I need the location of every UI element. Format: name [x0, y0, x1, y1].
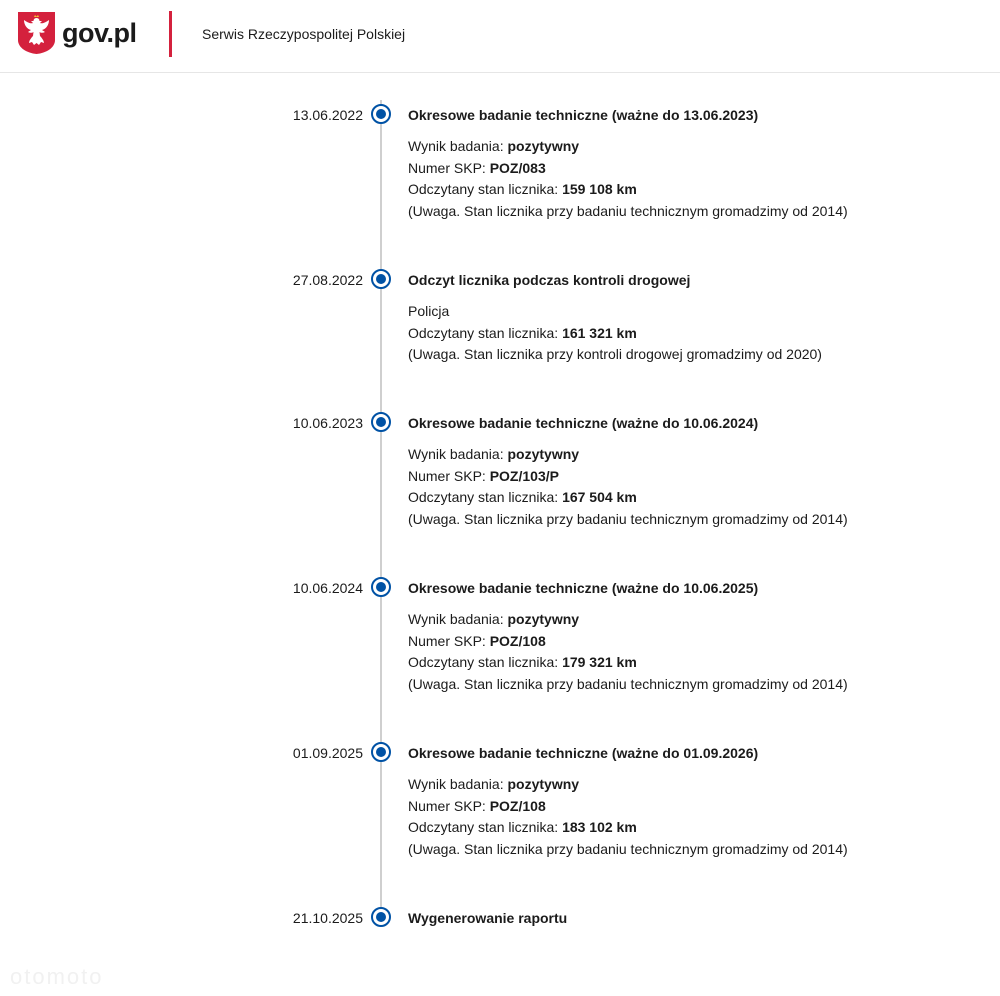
meter-label: Odczytany stan licznika:: [408, 324, 563, 341]
skp-value: POZ/083: [489, 159, 546, 176]
event-title: Okresowe badanie techniczne (ważne do 01.09.2026): [408, 745, 759, 761]
event-date: 10.06.2024: [292, 580, 363, 596]
event-date: 27.08.2022: [292, 272, 363, 288]
event-details: [408, 774, 848, 860]
meter-label: Odczytany stan licznika:: [408, 489, 563, 505]
meter-value: 159 108 km: [562, 181, 637, 197]
event-title: Okresowe badanie techniczne (ważne do 10.06.2025): [408, 580, 759, 596]
event-title: Wygenerowanie raportu: [408, 910, 568, 926]
skp-label: Numer SKP:: [408, 159, 490, 176]
event-note: (Uwaga. Stan licznika przy kontroli drogowej gromadzimy od 2020): [408, 346, 822, 362]
brand-name: gov.pl: [62, 17, 137, 48]
timeline-dot-icon: [371, 269, 391, 289]
meter-row: [408, 487, 848, 509]
skp-value: POZ/108: [489, 632, 546, 649]
result-value: pozytywny: [507, 138, 580, 154]
service-name: Serwis Rzeczypospolitej Polskiej: [202, 26, 406, 42]
result-label: Wynik badania:: [408, 611, 508, 627]
meter-row: [408, 652, 848, 674]
timeline-dot-icon: [371, 412, 391, 432]
event-source: Policja: [408, 303, 450, 319]
event-title: Odczyt licznika podczas kontroli drogowej: [408, 272, 691, 288]
event-date: 10.06.2023: [292, 415, 363, 431]
site-header: [0, 0, 1000, 73]
meter-label: Odczytany stan licznika:: [408, 181, 563, 197]
skp-label: Numer SKP:: [408, 797, 490, 814]
event-date: 13.06.2022: [292, 107, 363, 123]
skp-row: [408, 631, 848, 653]
result-row: [408, 136, 848, 158]
result-label: Wynik badania:: [408, 138, 508, 154]
event-note: (Uwaga. Stan licznika przy badaniu technicznym gromadzimy od 2014): [408, 840, 848, 857]
skp-value: POZ/103/P: [489, 467, 559, 484]
result-row: [408, 444, 848, 466]
result-row: [408, 774, 848, 796]
skp-value: POZ/108: [489, 797, 546, 814]
header-divider: [169, 11, 172, 57]
skp-row: [408, 158, 848, 180]
result-value: pozytywny: [507, 446, 580, 462]
meter-value: 161 321 km: [562, 324, 637, 341]
timeline-line: [380, 100, 382, 920]
meter-row: [408, 323, 822, 345]
event-note: (Uwaga. Stan licznika przy badaniu technicznym gromadzimy od 2014): [408, 675, 848, 692]
skp-row: [408, 466, 848, 488]
event-details: [408, 444, 848, 530]
event-date: 01.09.2025: [292, 745, 363, 761]
result-value: pozytywny: [507, 776, 580, 792]
meter-value: 183 102 km: [562, 819, 637, 835]
event-title: Okresowe badanie techniczne (ważne do 13.06.2023): [408, 107, 759, 123]
event-details: [408, 301, 822, 366]
meter-row: [408, 817, 848, 839]
timeline-dot-icon: [371, 104, 391, 124]
skp-row: [408, 796, 848, 818]
event-note: (Uwaga. Stan licznika przy badaniu technicznym gromadzimy od 2014): [408, 510, 848, 527]
result-value: pozytywny: [507, 611, 580, 627]
meter-label: Odczytany stan licznika:: [408, 654, 563, 670]
skp-label: Numer SKP:: [408, 632, 490, 649]
skp-label: Numer SKP:: [408, 467, 490, 484]
result-row: [408, 609, 848, 631]
meter-value: 179 321 km: [562, 654, 637, 670]
event-note: (Uwaga. Stan licznika przy badaniu technicznym gromadzimy od 2014): [408, 202, 848, 219]
event-title: Okresowe badanie techniczne (ważne do 10.06.2024): [408, 415, 759, 431]
event-date: 21.10.2025: [292, 910, 363, 926]
timeline-dot-icon: [371, 742, 391, 762]
timeline-dot-icon: [371, 907, 391, 927]
result-label: Wynik badania:: [408, 776, 508, 792]
timeline-dot-icon: [371, 577, 391, 597]
meter-value: 167 504 km: [562, 489, 637, 505]
result-label: Wynik badania:: [408, 446, 508, 462]
meter-label: Odczytany stan licznika:: [408, 819, 563, 835]
watermark: otomoto: [10, 964, 104, 989]
event-details: [408, 136, 848, 222]
polish-eagle-icon: [18, 12, 55, 54]
gov-pl-logo-link[interactable]: [18, 12, 137, 54]
event-details: [408, 609, 848, 695]
meter-row: [408, 179, 848, 201]
